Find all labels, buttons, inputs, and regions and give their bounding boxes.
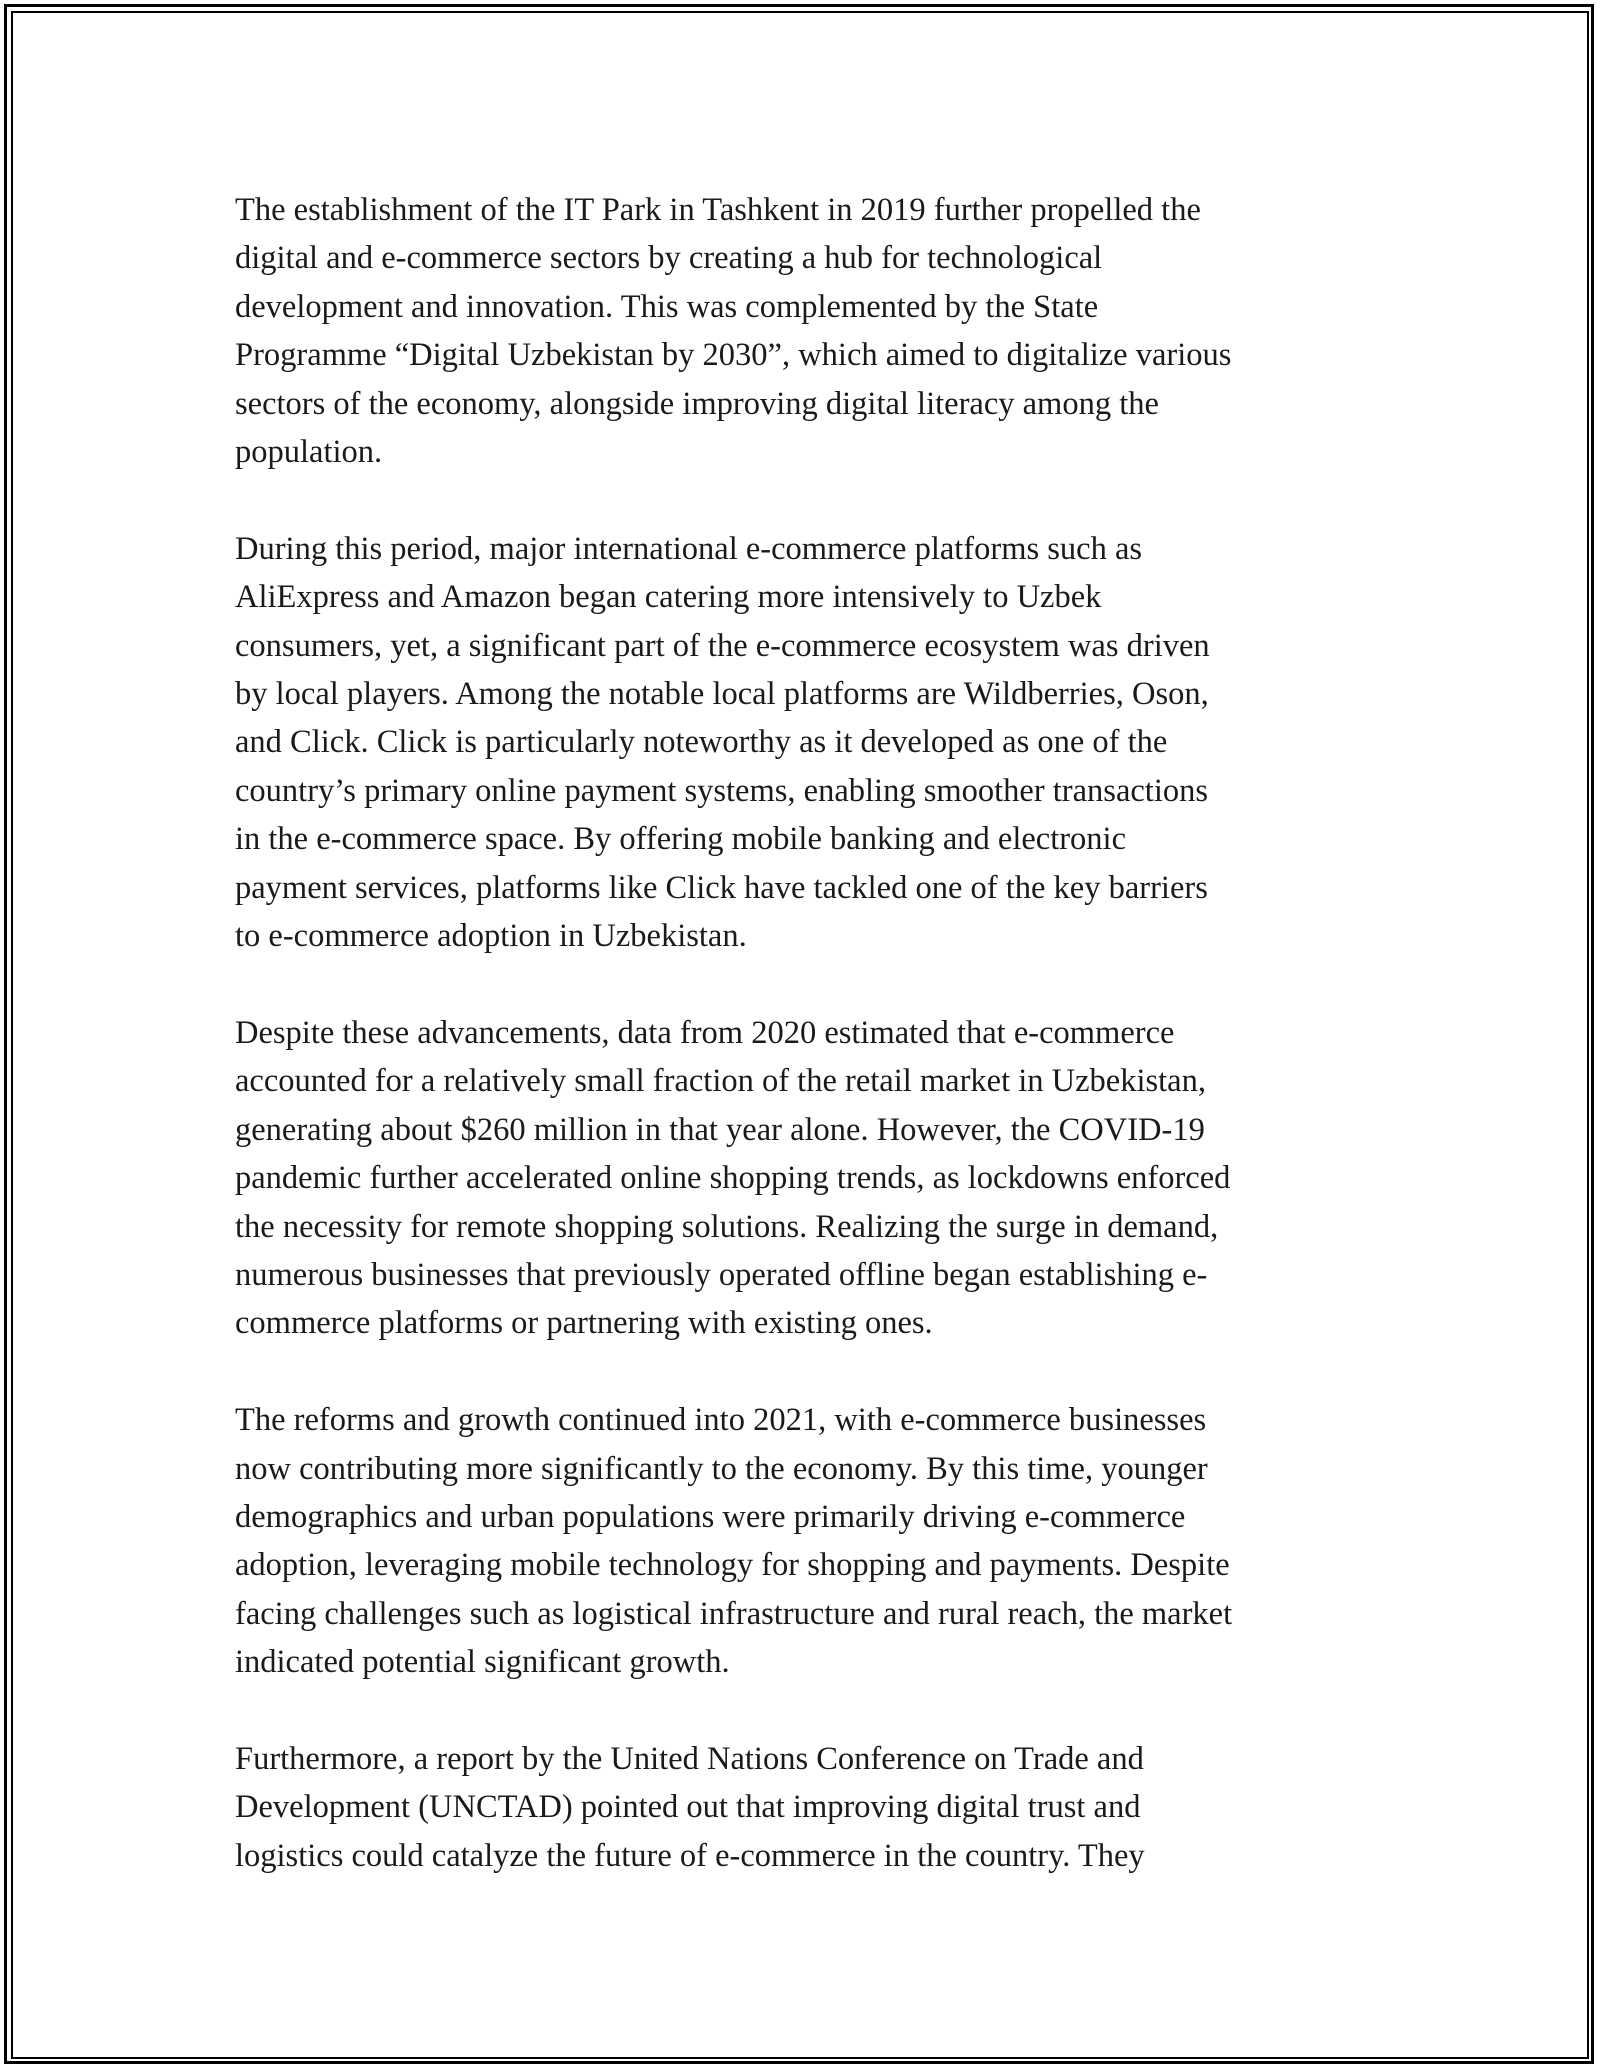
paragraph-unctad (235, 1735, 1365, 1880)
text-line: numerous businesses that previously operated offline began establishing e- (235, 1256, 1208, 1293)
text-line: now contributing more significantly to the economy. By this time, younger (235, 1450, 1208, 1487)
text-line: The reforms and growth continued into 2021, with e-commerce businesses (235, 1402, 1207, 1439)
text-line: facing challenges such as logistical infrastructure and rural reach, the market (235, 1595, 1233, 1632)
text-line: generating about $260 million in that year alone. However, the COVID-19 (235, 1111, 1205, 1148)
text-line: AliExpress and Amazon began catering more intensively to Uzbek (235, 579, 1102, 616)
paragraph-covid (235, 1009, 1365, 1348)
text-line: commerce platforms or partnering with existing ones. (235, 1305, 933, 1342)
text-line: consumers, yet, a significant part of the e-commerce ecosystem was driven (235, 627, 1210, 664)
text-line: adoption, leveraging mobile technology for shopping and payments. Despite (235, 1547, 1230, 1584)
text-line: in the e-commerce space. By offering mobile banking and electronic (235, 821, 1127, 858)
text-line: the necessity for remote shopping solutions. Realizing the surge in demand, (235, 1208, 1219, 1245)
text-line: During this period, major international e-commerce platforms such as (235, 530, 1143, 567)
text-line: demographics and urban populations were primarily driving e-commerce (235, 1498, 1186, 1535)
text-line: indicated potential significant growth. (235, 1644, 730, 1681)
text-line: accounted for a relatively small fraction of the retail market in Uzbekistan, (235, 1063, 1206, 1100)
text-line: development and innovation. This was complemented by the State (235, 288, 1099, 325)
text-line: digital and e-commerce sectors by creating a hub for technological (235, 240, 1103, 277)
text-line: sectors of the economy, alongside improving digital literacy among the (235, 385, 1159, 422)
text-line: logistics could catalyze the future of e-commerce in the country. They (235, 1837, 1145, 1874)
paragraph-2021-growth (235, 1396, 1365, 1686)
text-line: pandemic further accelerated online shopping trends, as lockdowns enforced (235, 1160, 1231, 1197)
text-line: The establishment of the IT Park in Tashkent in 2019 further propelled the (235, 192, 1201, 228)
text-line: to e-commerce adoption in Uzbekistan. (235, 918, 747, 955)
text-line: population. (235, 434, 383, 471)
text-line: country’s primary online payment systems, enabling smoother transactions (235, 772, 1209, 809)
text-line: payment services, platforms like Click have tackled one of the key barriers (235, 869, 1208, 906)
text-line: Furthermore, a report by the United Nations Conference on Trade and (235, 1740, 1144, 1777)
text-line: Programme “Digital Uzbekistan by 2030”, which aimed to digitalize various (235, 337, 1232, 374)
text-line: by local players. Among the notable local platforms are Wildberries, Oson, (235, 676, 1209, 713)
document-body (235, 186, 1365, 1929)
paragraph-it-park (235, 186, 1365, 476)
text-line: Development (UNCTAD) pointed out that improving digital trust and (235, 1789, 1141, 1826)
paragraph-platforms (235, 525, 1365, 961)
text-line: Despite these advancements, data from 2020 estimated that e-commerce (235, 1014, 1175, 1051)
text-line: and Click. Click is particularly noteworthy as it developed as one of the (235, 724, 1168, 761)
